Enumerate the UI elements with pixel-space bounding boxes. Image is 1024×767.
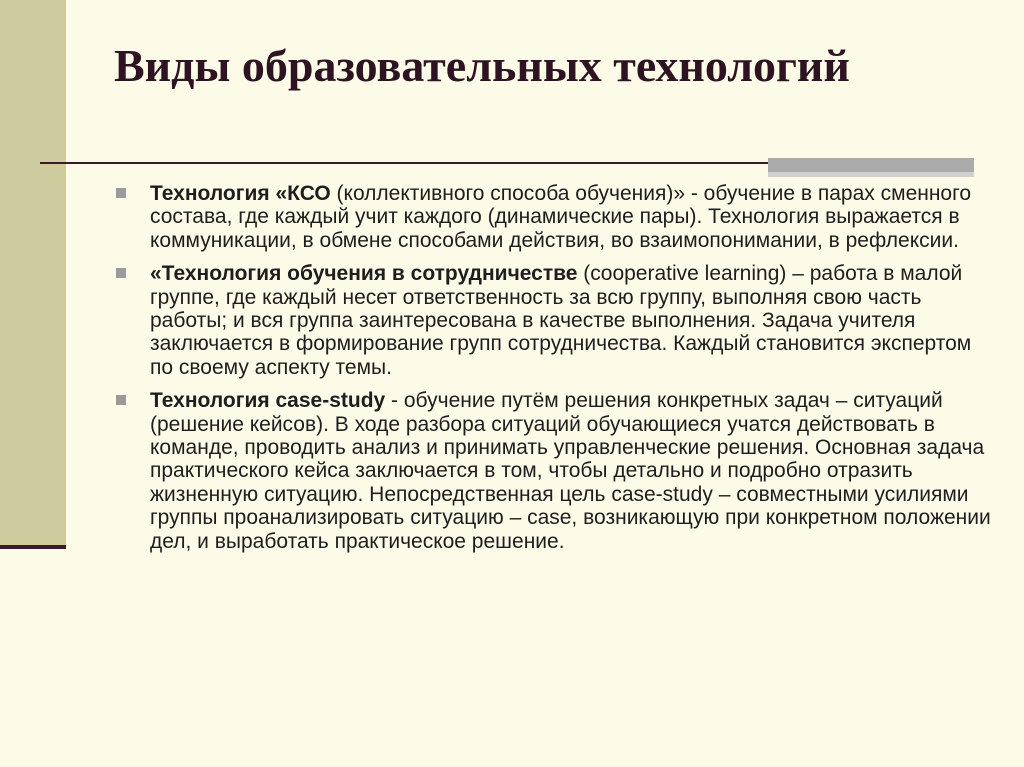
list-item — [112, 182, 992, 252]
list-item — [112, 389, 992, 553]
bullet-list — [112, 182, 992, 563]
title-decor-bar — [768, 158, 974, 172]
square-bullet-icon — [116, 268, 126, 278]
item-lead: Технология case-study — [150, 389, 386, 413]
left-decor-line — [0, 545, 66, 549]
item-lead: Технология «КСО — [150, 182, 331, 205]
list-item — [112, 262, 992, 379]
title-decor-bar-light — [768, 172, 974, 177]
square-bullet-icon — [116, 395, 126, 405]
item-text: - обучение путём решения конкретных задач – ситуаций (решение кейсов). В ходе разбора ситуаций обучающиеся учатся действовать в команде, проводить анализ и принимать управленческие решения. Основная задача практического кейса заключается в том, чтобы детально и подробно отразить жизненную ситуацию. Непосредственная цель case-study – совместными усилиями группы проанализировать ситуацию – case, возникающую при конкретном положении дел, и выработать практическое решение. — [150, 389, 991, 553]
item-text: (cooperative learning) – работа в малой группе, где каждый несет ответственность за всю группу, выполняя свою часть работы; и вся группа заинтересована в качестве выполнения. Задача учителя заключается в формирование групп сотрудничества. Каждый становится экспертом по своему аспекту темы. — [150, 262, 972, 379]
item-text: (коллективного способа обучения)» - обучение в парах сменного состава, где каждый учит каждого (динамические пары). Технология выражается в коммуникации, в обмене способами действия, во взаимопонимании, в рефлексии. — [150, 182, 971, 252]
slide-title: Виды образовательных технологий — [114, 40, 850, 91]
left-decor-bar — [0, 0, 66, 545]
square-bullet-icon — [116, 188, 126, 198]
item-lead: «Технология обучения в сотрудничестве — [150, 262, 578, 286]
